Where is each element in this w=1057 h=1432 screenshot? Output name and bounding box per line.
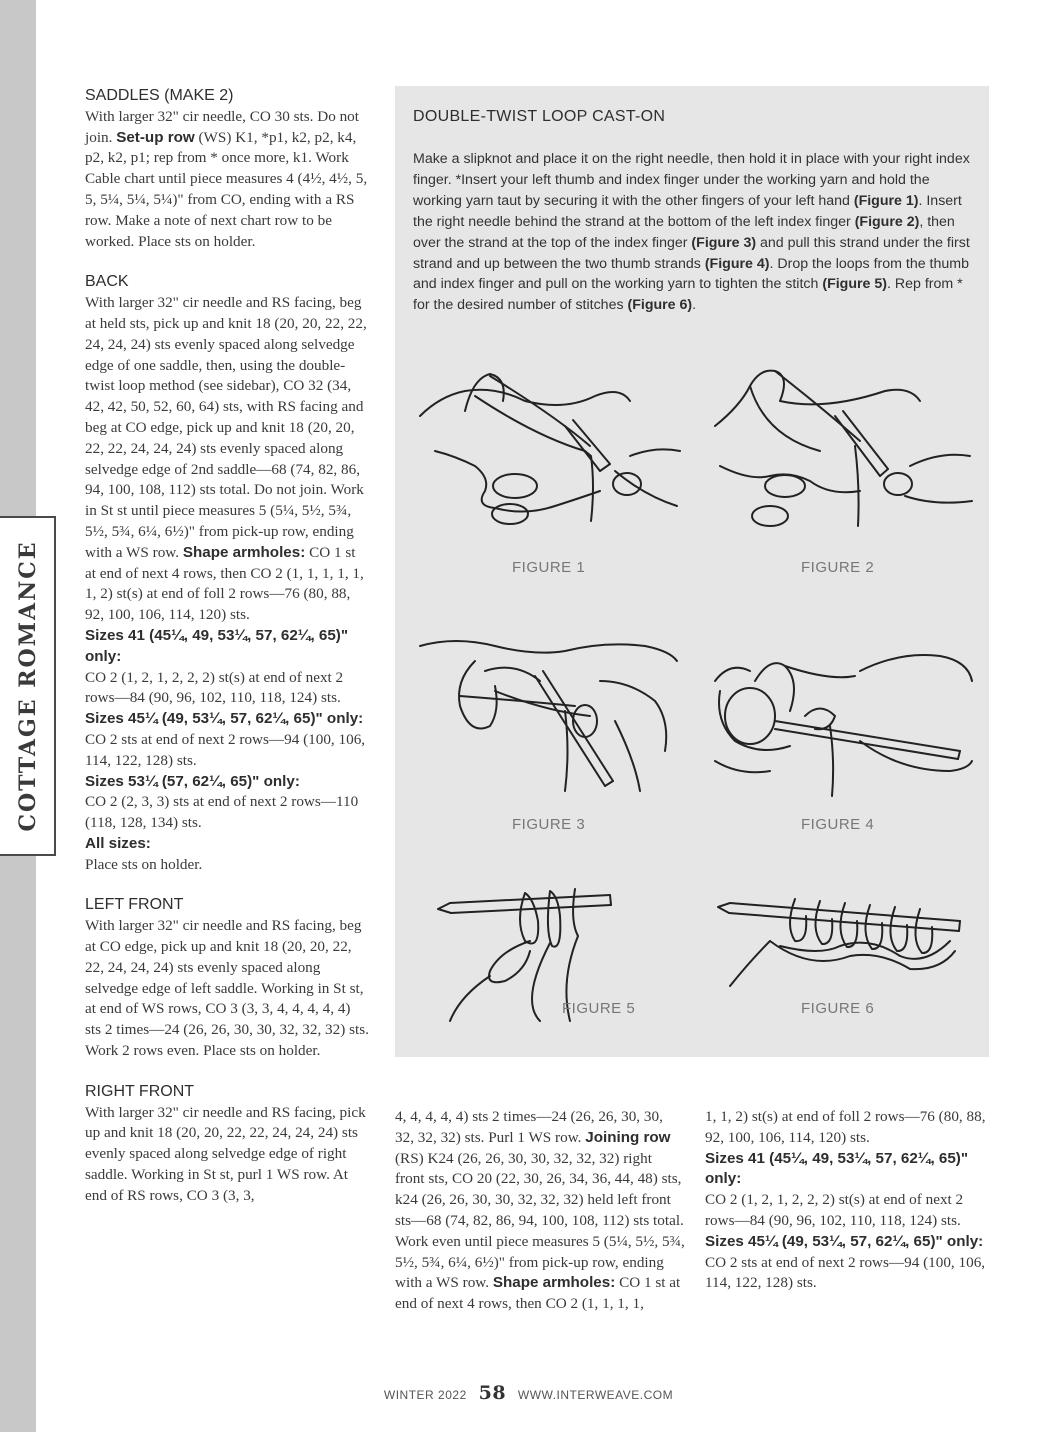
footer-website[interactable]: WWW.INTERWEAVE.COM bbox=[517, 1388, 674, 1402]
back-sizes-2-label: Sizes 45¼ (49, 53¼, 57, 62¼, 65)" only: bbox=[85, 710, 364, 728]
col3-sizes-1-text: CO 2 (1, 2, 1, 2, 2, 2) st(s) at end of next 2 rows—84 (90, 96, 102, 110, 118, 124) sts. bbox=[705, 1191, 964, 1229]
back-sizes-3-text: CO 2 (2, 3, 3) sts at end of next 2 rows—110 (118, 128, 134) sts. bbox=[85, 793, 359, 832]
back-sizes-1-text: CO 2 (1, 2, 1, 2, 2, 2) st(s) at end of next 2 rows—84 (90, 96, 102, 110, 118, 124) sts. bbox=[85, 668, 344, 707]
col3-sizes-2-text: CO 2 sts at end of next 2 rows—94 (100, 106, 114, 122, 128) sts. bbox=[705, 1253, 986, 1292]
left-front-heading: LEFT FRONT bbox=[85, 896, 184, 914]
back-sizes-2-text: CO 2 sts at end of next 2 rows—94 (100, 106, 114, 122, 128) sts. bbox=[85, 730, 366, 769]
figure-2-illustration bbox=[710, 356, 980, 541]
col3-sizes-1-label: Sizes 41 (45¼, 49, 53¼, 57, 62¼, 65)" only: bbox=[705, 1149, 969, 1188]
saddles-text: With larger 32" cir needle, CO 30 sts. Do not join. Set-up row (WS) K1, *p1, k2, p2, k4, p2, k2, p1; rep from * once more, k1. Work Cable chart until piece measures 4 (4½, 4½, 5, 5, 5¼, 5¼, 5¼)" from CO, ending with a RS row. Make a note of next chart row to be worked. Place sts on holder. bbox=[85, 107, 368, 250]
page-footer bbox=[0, 1382, 1057, 1404]
col3-text: 1, 1, 2) st(s) at end of foll 2 rows—76 (80, 88, 92, 100, 106, 114, 120) sts. bbox=[705, 1108, 986, 1146]
sidebar-instructions: Make a slipknot and place it on the right needle, then hold it in place with your right index finger. *Insert your left thumb and index finger under the working yarn and hold the working yarn taut by securing it with the other fingers of your left hand (Figure 1). Insert the right needle behind the strand at the bottom of the left index finger (Figure 2), then over the strand at the top of the index finger (Figure 3) and pull this strand under the first strand and up between the two thumb strands (Figure 4). Drop the loops from the thumb and index finger and pull on the working yarn to tighten the stitch (Figure 5). Rep from * for the desired number of stitches (Figure 6). bbox=[413, 151, 970, 314]
figure-6-label: FIGURE 6 bbox=[801, 1000, 875, 1017]
column-2 bbox=[395, 1107, 685, 1315]
back-sizes-1-label: Sizes 41 (45¼, 49, 53¼, 57, 62¼, 65)" only: bbox=[85, 626, 349, 665]
left-front-text: With larger 32" cir needle and RS facing, beg at CO edge, pick up and knit 18 (20, 20, 22, 22, 24, 24, 24) sts evenly spaced along selvedge edge of left saddle. Working in St st, at end of WS rows, CO 3 (3, 3, 4, 4, 4, 4, 4) sts 2 times—24 (26, 26, 30, 30, 32, 32, 32) sts. Work 2 rows even. Place sts on holder. bbox=[85, 917, 369, 1060]
back-sizes-3-label: Sizes 53¼ (57, 62¼, 65)" only: bbox=[85, 772, 300, 790]
figure-4-illustration bbox=[710, 621, 980, 801]
page-number: 58 bbox=[478, 1382, 507, 1404]
back-all-sizes-label: All sizes: bbox=[85, 834, 151, 852]
right-front-heading: RIGHT FRONT bbox=[85, 1082, 195, 1100]
figure-6-illustration bbox=[710, 881, 980, 1006]
back-heading: BACK bbox=[85, 273, 129, 291]
saddles-heading: SADDLES (MAKE 2) bbox=[85, 87, 234, 104]
figure-5-label: FIGURE 5 bbox=[562, 1000, 636, 1017]
sidebar-title: DOUBLE-TWIST LOOP CAST-ON bbox=[413, 108, 666, 125]
column-1 bbox=[85, 86, 370, 1207]
figure-4-label: FIGURE 4 bbox=[801, 816, 875, 833]
col3-sizes-2-label: Sizes 45¼ (49, 53¼, 57, 62¼, 65)" only: bbox=[705, 1232, 984, 1250]
figure-2-label: FIGURE 2 bbox=[801, 559, 875, 576]
right-front-text: With larger 32" cir needle and RS facing, pick up and knit 18 (20, 20, 22, 22, 24, 24, 24) sts evenly spaced along selvedge edge of right saddle. Working in St st, purl 1 WS row. At end of RS rows, CO 3 (3, 3, bbox=[85, 1103, 366, 1204]
figure-1-label: FIGURE 1 bbox=[512, 559, 586, 576]
column-3 bbox=[705, 1107, 990, 1294]
figure-3-illustration bbox=[415, 621, 685, 801]
footer-issue: WINTER 2022 bbox=[383, 1388, 467, 1402]
sidebar-box bbox=[395, 86, 989, 1057]
back-text: With larger 32" cir needle and RS facing, beg at held sts, pick up and knit 18 (20, 20, 22, 22, 24, 24, 24) sts evenly spaced along selvedge edge of one saddle, then, using the double-twist loop method (see sidebar), CO 32 (34, 42, 42, 50, 52, 60, 64) sts, with RS facing and beg at CO edge, pick up and knit 18 (20, 20, 22, 22, 24, 24, 24) sts evenly spaced along selvedge edge of 2nd saddle—68 (74, 82, 86, 94, 100, 108, 112) sts total. Do not join. Work in St st until piece measures 5 (5¼, 5½, 5¾, 5½, 5¾, 6¼, 6½)" from pick-up row, ending with a WS row. Shape armholes: CO 1 st at end of next 4 rows, then CO 2 (1, 1, 1, 1, 1, 1, 2) st(s) at end of foll 2 rows—76 (80, 88, 92, 100, 106, 114, 120) sts. bbox=[85, 294, 367, 624]
figure-3-label: FIGURE 3 bbox=[512, 816, 586, 833]
section-tab-label: COTTAGE ROMANCE bbox=[15, 540, 41, 832]
back-all-sizes-text: Place sts on holder. bbox=[85, 855, 203, 873]
figure-1-illustration bbox=[415, 356, 685, 541]
col2-text: 4, 4, 4, 4, 4) sts 2 times—24 (26, 26, 30, 30, 32, 32, 32) sts. Purl 1 WS row. Joining row (RS) K24 (26, 26, 30, 30, 32, 32, 32) right front sts, CO 20 (22, 30, 26, 34, 36, 44, 48) sts, k24 (26, 26, 30, 30, 32, 32, 32) held left front sts—68 (74, 82, 86, 94, 100, 108, 112) sts total. Work even until piece measures 5 (5¼, 5½, 5¾, 5½, 5¾, 6¼, 6½)" from pick-up row, ending with a WS row. Shape armholes: CO 1 st at end of next 4 rows, then CO 2 (1, 1, 1, 1, bbox=[395, 1108, 685, 1313]
